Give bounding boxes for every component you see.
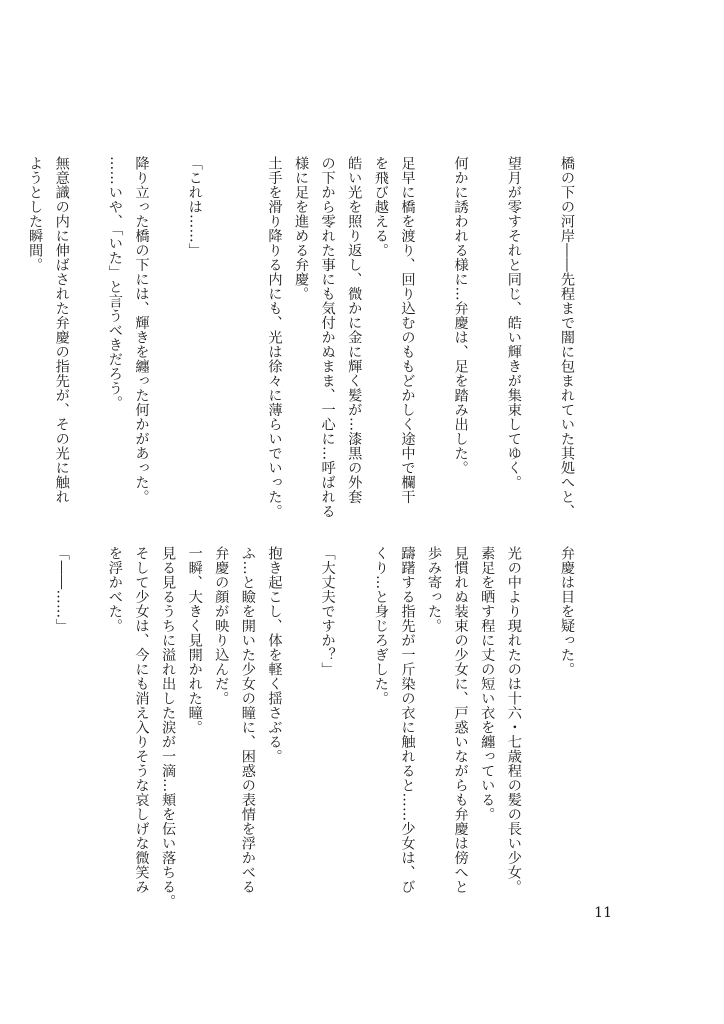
text-line: 抱き起こし、体を軽く揺さぶる。: [266, 546, 283, 764]
upper-text-block: [0, 156, 580, 519]
text-line: 何かに誘われる様に…弁慶は、足を踏み出した。: [452, 156, 469, 475]
text-line: 橋の下の河岸――先程まで闇に包まれていた其処へと、: [559, 156, 575, 519]
text-line: 見慣れぬ装束の少女に、戸惑いながらも弁慶は傍へと: [452, 546, 469, 894]
text-line: 足早に橋を渡り、回り込むのももどかしく途中で欄干: [399, 156, 416, 504]
text-line: 一瞬、大きく見開かれた瞳。: [186, 546, 203, 735]
text-line: 様に足を進める弁慶。: [293, 156, 310, 301]
text-line: ふ…と瞼を開いた少女の瞳に、困惑の表情を浮かべる: [239, 546, 256, 894]
text-line: [22, 546, 49, 876]
text-line: 望月が零すそれと同じ、皓い輝きが集束してゆく。: [505, 156, 522, 490]
text-line: ようとした瞬間。: [27, 156, 44, 272]
page-number: 11: [594, 905, 612, 921]
text-line: [155, 156, 182, 506]
text-line: [75, 546, 102, 876]
text-line: [0, 546, 22, 876]
text-line: [527, 156, 554, 506]
text-line: [0, 156, 22, 506]
text-line: 「――……」: [53, 546, 70, 633]
text-line: [208, 156, 235, 506]
text-line: 無意識の内に伸ばされた弁慶の指先が、その光に触れ: [53, 156, 70, 504]
text-line: 素足を晒す程に丈の短い衣を纏っている。: [479, 546, 496, 822]
text-line: [234, 156, 261, 506]
text-line: [75, 156, 102, 506]
text-line: [527, 546, 554, 876]
text-line: を飛び越える。: [372, 156, 389, 258]
text-line: 歩み寄った。: [426, 546, 443, 633]
text-line: を浮かべた。: [106, 546, 123, 633]
text-line: の下から零れた事にも気付かぬまま、一心に…呼ばれる: [319, 156, 336, 519]
text-line: 皓い光を照り返し、微かに金に輝く髪が…漆黒の外套: [346, 156, 363, 504]
text-line: [420, 156, 447, 506]
text-line: [474, 156, 501, 506]
text-line: 土手を滑り降りる内にも、光は徐々に薄らいでいった。: [266, 156, 283, 519]
text-line: ……いや、「いた」と言うべきだろう。: [106, 156, 123, 410]
text-line: 躊躇する指先が一斤染の衣に触れると……少女は、び: [399, 546, 416, 894]
text-line: 弁慶は目を疑った。: [559, 546, 575, 677]
text-line: 見る見るうちに溢れ出した涙が一滴…頬を伝い落ちる。: [160, 546, 177, 909]
text-line: [287, 546, 314, 876]
text-line: 降り立った橋の下には、輝きを纏った何かがあった。: [133, 156, 150, 504]
text-line: 光の中より現れたのは十六・七歳程の髪の長い少女。: [505, 546, 522, 894]
text-line: 「これは……」: [186, 156, 203, 258]
text-line: そして少女は、今にも消え入りそうな哀しげな微笑み: [133, 546, 150, 894]
text-line: くり…と身じろぎした。: [372, 546, 389, 706]
text-line: 弁慶の顔が映り込んだ。: [213, 546, 230, 706]
lower-text-block: [0, 546, 580, 909]
text-line: 「大丈夫ですか？」: [319, 546, 336, 677]
text-line: [341, 546, 368, 876]
